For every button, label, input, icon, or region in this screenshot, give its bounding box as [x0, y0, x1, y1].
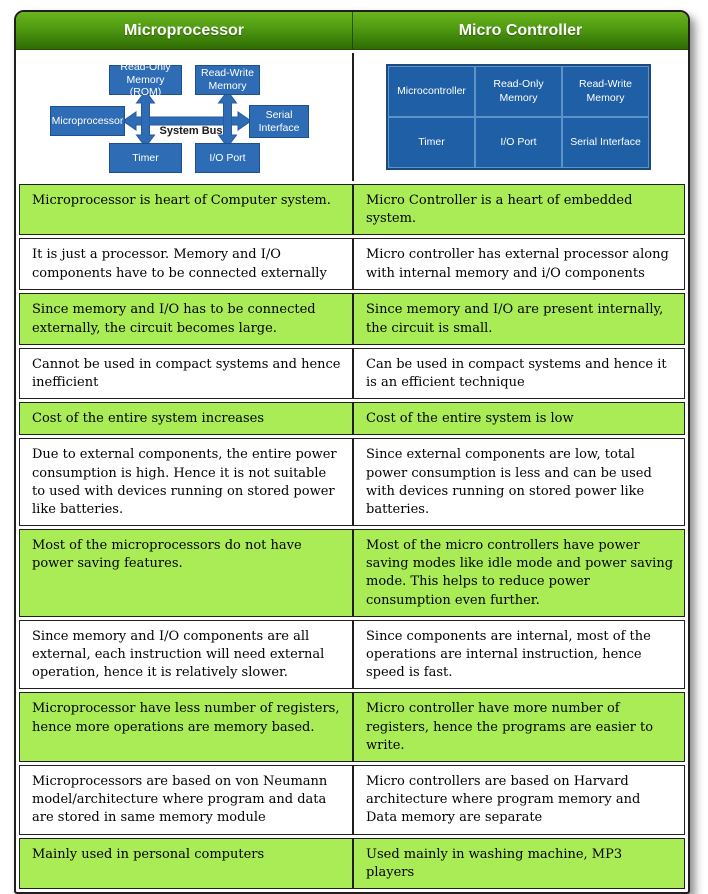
diagram-box-microprocessor: Microprocessor	[50, 106, 125, 136]
micro-controller-cell: Most of the micro controllers have power saving modes like idle mode and power saving mode. This helps to reduce power consumption even further.	[352, 530, 684, 616]
table-row	[19, 620, 685, 690]
micro-controller-cell: Cost of the entire system is low	[352, 403, 684, 434]
table-body	[16, 50, 688, 892]
grid-cell-timer: Timer	[388, 117, 475, 168]
microprocessor-cell: Due to external components, the entire power consumption is high. Hence it is not suitable to used with devices running on stored power like batteries.	[32, 447, 337, 517]
micro-controller-cell: Micro controllers are based on Harvard architecture where program memory and Data memory are separate	[352, 766, 684, 834]
table-row	[19, 402, 685, 435]
header-micro-controller: Micro Controller	[352, 12, 688, 49]
microprocessor-cell: Most of the microprocessors do not have power saving features.	[32, 538, 302, 572]
microprocessor-cell: It is just a processor. Memory and I/O components have to be connected externally	[32, 247, 327, 281]
comparison-table	[14, 10, 690, 894]
table-row	[19, 238, 685, 290]
microprocessor-cell: Mainly used in personal computers	[32, 846, 265, 862]
micro-controller-cell: Since external components are low, total power consumption is less and can be used with devices running on stored power like batteries.	[352, 439, 684, 525]
microprocessor-cell: Since memory and I/O components are all external, each instruction will need external operation, hence it is relatively slower.	[32, 628, 325, 681]
table-header	[16, 12, 688, 50]
microprocessor-block-diagram	[19, 53, 352, 181]
diagram-box-timer: Timer	[109, 143, 182, 173]
grid-cell-read-only-memory: Read-Only Memory	[475, 66, 562, 117]
diagram-box-serial-interface: Serial Interface	[249, 105, 309, 138]
grid-cell-io-port: I/O Port	[475, 117, 562, 168]
diagram-box-read-write-memory: Read-Write Memory	[195, 65, 260, 95]
diagram-box-io-port: I/O Port	[195, 143, 260, 173]
system-bus-label: System Bus	[159, 125, 223, 137]
micro-controller-cell: Micro controller have more number of registers, hence the programs are easier to write.	[352, 693, 684, 761]
microprocessor-cell: Cost of the entire system increases	[32, 411, 265, 427]
diagram-box-rom: Read-Only Memory (ROM)	[109, 65, 182, 95]
micro-controller-cell: Can be used in compact systems and hence it is an efficient technique	[352, 349, 684, 398]
grid-cell-microcontroller: Microcontroller	[388, 66, 475, 117]
header-microprocessor: Microprocessor	[123, 21, 245, 39]
table-row	[19, 184, 685, 235]
diagram-row	[19, 53, 685, 181]
micro-controller-cell: Used mainly in washing machine, MP3 players	[352, 839, 684, 888]
microcontroller-grid	[386, 64, 651, 170]
micro-controller-cell: Micro controller has external processor along with internal memory and i/O components	[352, 239, 684, 289]
grid-cell-read-write-memory: Read-Write Memory	[562, 66, 649, 117]
microprocessor-cell: Microprocessor is heart of Computer system.	[32, 193, 331, 208]
table-row	[19, 529, 685, 617]
micro-controller-cell: Since components are internal, most of the operations are internal instruction, hence speed is fast.	[352, 621, 684, 689]
microprocessor-cell: Microprocessors are based on von Neumann model/architecture where program and data are stored in same memory module	[32, 773, 328, 826]
table-row	[19, 348, 685, 399]
microprocessor-cell: Microprocessor have less number of registers, hence more operations are memory based.	[32, 701, 340, 735]
table-row	[19, 692, 685, 762]
table-row	[19, 838, 685, 889]
micro-controller-cell: Since memory and I/O are present internally, the circuit is small.	[352, 294, 684, 343]
microprocessor-cell: Cannot be used in compact systems and hence inefficient	[32, 356, 341, 390]
micro-controller-cell: Micro Controller is a heart of embedded system.	[352, 185, 684, 234]
microprocessor-cell: Since memory and I/O has to be connected externally, the circuit becomes large.	[32, 302, 316, 336]
table-row	[19, 765, 685, 835]
microcontroller-block-diagram	[352, 53, 685, 181]
table-row	[19, 438, 685, 526]
grid-cell-serial-interface: Serial Interface	[562, 117, 649, 168]
table-row	[19, 293, 685, 344]
